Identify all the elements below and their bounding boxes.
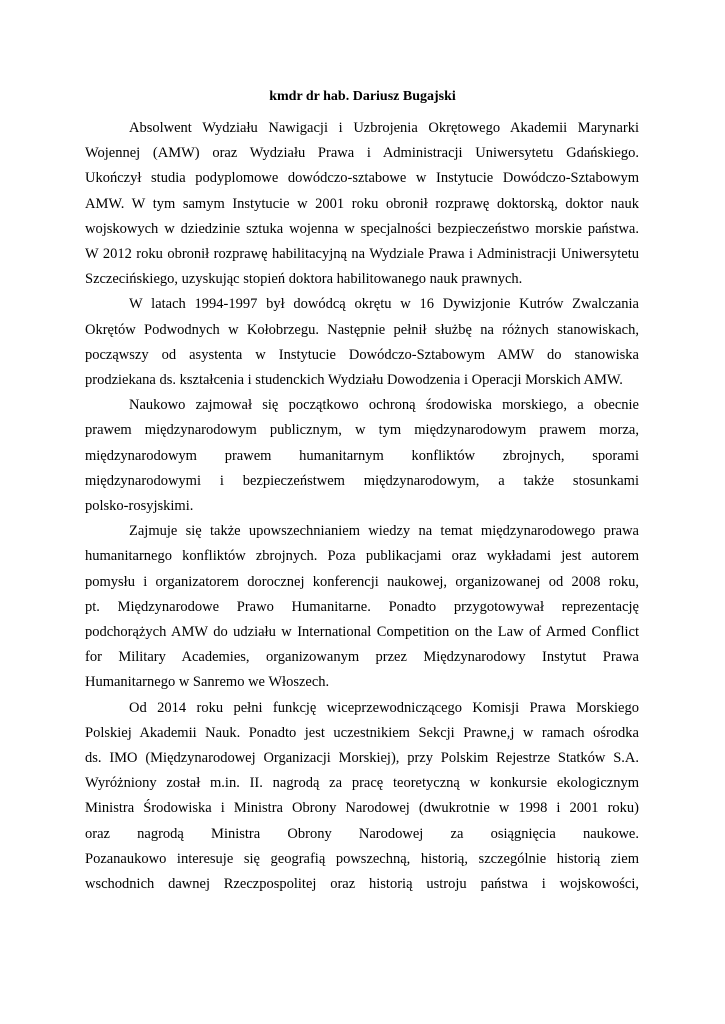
text-line: AMW. W tym samym Instytucie w 2001 roku obronił rozprawę doktorską, doktor nauk	[85, 195, 639, 212]
text-line: Zajmuje się także upowszechnianiem wiedzy na temat międzynarodowego prawa	[129, 523, 639, 540]
text-line: W 2012 roku obronił rozprawę habilitacyjną na Wydziale Prawa i Administracji Uniwersytetu	[85, 246, 639, 263]
paragraph-2	[85, 292, 639, 393]
paragraph-1	[85, 116, 639, 292]
text-line: oraz nagrodą Ministra Obrony Narodowej za osiągnięcia naukowe.	[85, 825, 639, 842]
text-line: Ministra Środowiska i Ministra Obrony Narodowej (dwukrotnie w 1998 i 2001 roku)	[85, 800, 639, 817]
text-line: Pozanaukowo interesuje się geografią powszechną, historią, szczególnie historią ziem	[85, 850, 639, 867]
text-line: prodziekana ds. kształcenia i studenckich Wydziału Dowodzenia i Operacji Morskich AMW.	[85, 372, 623, 389]
text-line: for Military Academies, organizowanym przez Międzynarodowy Instytut Prawa	[85, 649, 639, 666]
text-line: humanitarnego konfliktów zbrojnych. Poza publikacjami oraz wykładami jest autorem	[85, 548, 639, 565]
text-line: międzynarodowym prawem humanitarnym konfliktów zbrojnych, sporami	[85, 447, 639, 464]
text-line: pomysłu i organizatorem dorocznej konferencji naukowej, organizowanej od 2008 roku,	[85, 573, 639, 590]
page-title: kmdr dr hab. Dariusz Bugajski	[269, 89, 456, 104]
text-line: Polskiej Akademii Nauk. Ponadto jest uczestnikiem Sekcji Prawne,j w ramach ośrodka	[85, 724, 639, 741]
text-line: polsko-rosyjskimi.	[85, 498, 194, 515]
paragraph-4	[85, 519, 639, 695]
text-line: międzynarodowymi i bezpieczeństwem międzynarodowym, a także stosunkami	[85, 472, 639, 489]
paragraph-3	[85, 393, 639, 519]
text-line: Absolwent Wydziału Nawigacji i Uzbrojenia Okrętowego Akademii Marynarki	[129, 120, 639, 136]
text-line: wojskowych w dziedzinie sztuka wojenna w specjalności bezpieczeństwo morskie państwa.	[85, 220, 639, 237]
text-line: Wojennej (AMW) oraz Wydziału Prawa i Administracji Uniwersytetu Gdańskiego.	[85, 145, 639, 162]
text-line: Naukowo zajmował się początkowo ochroną środowiska morskiego, a obecnie	[129, 397, 639, 414]
text-line: Okrętów Podwodnych w Kołobrzegu. Następnie pełnił służbę na różnych stanowiskach,	[85, 321, 639, 338]
text-line: wschodnich dawnej Rzeczpospolitej oraz historią ustroju państwa i wojskowości,	[85, 876, 639, 893]
text-line: Wyróżniony został m.in. II. nagrodą za pracę teoretyczną w konkursie ekologicznym	[85, 775, 639, 792]
text-line: W latach 1994-1997 był dowódcą okrętu w 16 Dywizjonie Kutrów Zwalczania	[129, 296, 639, 313]
text-line: podchorążych AMW do udziału w International Competition on the Law of Armed Conflict	[85, 624, 639, 641]
text-line: pt. Międzynarodowe Prawo Humanitarne. Ponadto przygotowywał reprezentację	[85, 598, 639, 615]
text-line: Humanitarnego w Sanremo we Włoszech.	[85, 674, 330, 691]
paragraph-5	[85, 696, 639, 898]
text-line: ds. IMO (Międzynarodowej Organizacji Morskiej), przy Polskim Rejestrze Statków S.A.	[85, 750, 639, 767]
text-line: Szczecińskiego, uzyskując stopień doktora habilitowanego nauk prawnych.	[85, 271, 523, 288]
text-line: Od 2014 roku pełni funkcję wiceprzewodniczącego Komisji Prawa Morskiego	[129, 699, 639, 716]
document-body	[85, 116, 639, 897]
text-line: Ukończył studia podyplomowe dowódczo-sztabowe w Instytucie Dowódczo-Sztabowym	[85, 170, 639, 187]
text-line: prawem międzynarodowym publicznym, w tym międzynarodowym prawem morza,	[85, 422, 639, 439]
text-line: począwszy od asystenta w Instytucie Dowódczo-Sztabowym AMW do stanowiska	[85, 346, 639, 363]
